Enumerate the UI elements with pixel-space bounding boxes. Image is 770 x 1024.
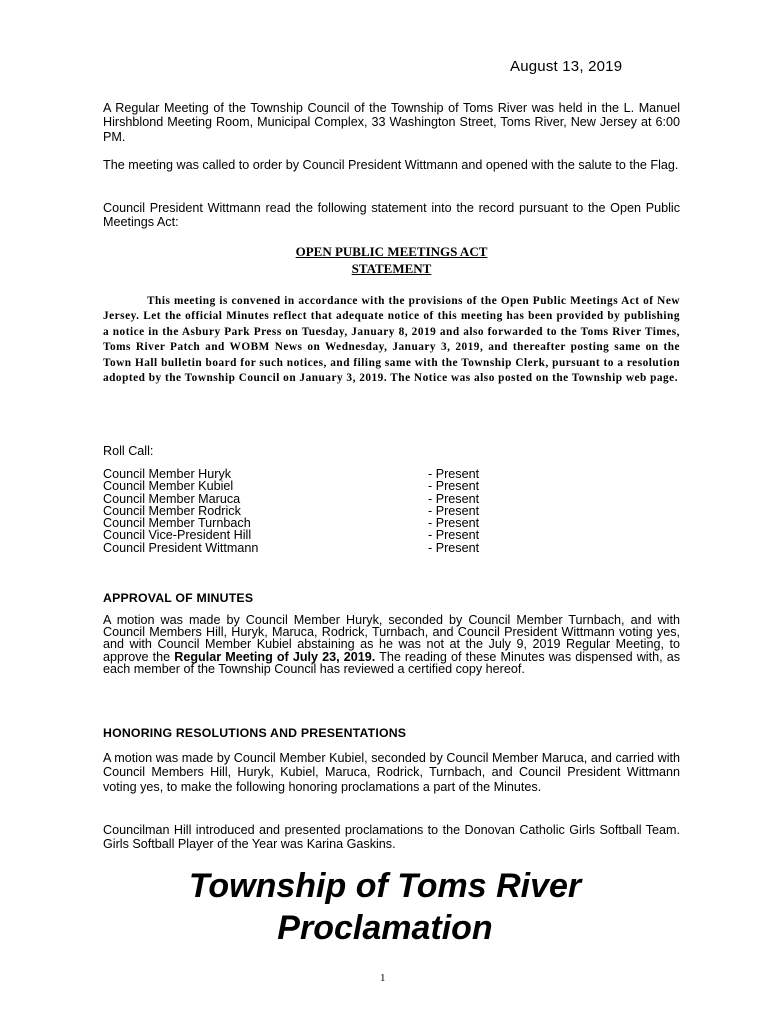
member-name: Council Member Kubiel bbox=[103, 479, 234, 494]
roll-call-row bbox=[103, 529, 503, 541]
opma-body-text: This meeting is convened in accordance with the provisions of the Open Public Meetings Act of New Jersey. Let the official Minutes reflect that adequate notice of this meeting has been provided by publishing a notice in the Asbury Park Press on Tuesday, January 8, 2019 and also forwarded to the Toms River Times, Toms River Patch and WOBM News on Wednesday, January 3, 2019, and thereafter posting same on the Town Hall bulletin board for such notices, and filing same with the Township Clerk, pursuant to a resolution adopted by the Township Council on January 3, 2019. The Notice was also posted on the Township web page. bbox=[103, 295, 680, 385]
statement-intro-paragraph: Council President Wittmann read the following statement into the record pursuant to the Open Public Meetings Act: bbox=[103, 201, 680, 230]
proclamation-title-line1: Township of Toms River bbox=[188, 867, 582, 905]
member-status: - Present bbox=[428, 491, 480, 506]
proclamation-title-line2: Proclamation bbox=[277, 909, 493, 947]
approval-paragraph bbox=[103, 614, 680, 675]
honoring-motion-paragraph: A motion was made by Council Member Kubiel, seconded by Council Member Maruca, and carried with Council Members Hill, Huryk, Kubiel, Maruca, Rodrick, Turnbach, and Council President Wittmann voting yes, to make the following honoring proclamations a part of the Minutes. bbox=[103, 751, 680, 794]
member-name: Council Vice-President Hill bbox=[103, 528, 252, 543]
member-status: - Present bbox=[428, 528, 480, 543]
intro-paragraph: A Regular Meeting of the Township Council of the Township of Toms River was held in the L. Manuel Hirshblond Meeting Room, Municipal Complex, 33 Washington Street, Toms River, New Jersey at 6:00 PM. bbox=[103, 101, 680, 144]
member-status: - Present bbox=[428, 503, 480, 518]
opma-title-line1: OPEN PUBLIC MEETINGS ACT bbox=[295, 244, 488, 259]
approval-heading: APPROVAL OF MINUTES bbox=[103, 591, 254, 605]
member-name: Council Member Maruca bbox=[103, 491, 241, 506]
roll-call-row bbox=[103, 480, 503, 492]
member-status: - Present bbox=[428, 516, 480, 531]
member-status: - Present bbox=[428, 479, 480, 494]
member-name: Council Member Turnbach bbox=[103, 516, 251, 531]
member-name: Council Member Rodrick bbox=[103, 503, 241, 518]
opma-statement-body bbox=[103, 294, 680, 386]
honoring-presentation-paragraph: Councilman Hill introduced and presented proclamations to the Donovan Catholic Girls Softball Team. Girls Softball Player of the Year was Karina Gaskins. bbox=[103, 823, 680, 852]
roll-call-row bbox=[103, 542, 503, 554]
member-name: Council Member Huryk bbox=[103, 467, 232, 481]
approval-text-before: A motion was made by Council Member Huryk, seconded by Council Member Turnbach, and with Council Members Hill, Huryk, Maruca, Rodrick, Turnbach, and Council President Wittmann voting yes, and with Council Member Kubiel abstaining as he was not at the July 9, 2019 Regular Meeting, to approve the bbox=[103, 613, 680, 664]
honoring-heading: HONORING RESOLUTIONS AND PRESENTATIONS bbox=[103, 726, 407, 740]
page-number: 1 bbox=[380, 972, 386, 984]
member-status: - Present bbox=[428, 540, 480, 555]
approval-bold-text: Regular Meeting of July 23, 2019. bbox=[174, 649, 376, 664]
member-name: Council President Wittmann bbox=[103, 540, 259, 555]
call-to-order-paragraph: The meeting was called to order by Council President Wittmann and opened with the salute to the Flag. bbox=[103, 158, 679, 172]
roll-call-list bbox=[103, 468, 503, 554]
roll-call-label: Roll Call: bbox=[103, 444, 154, 458]
member-status: - Present bbox=[428, 467, 480, 481]
meeting-date: August 13, 2019 bbox=[510, 58, 623, 75]
opma-title-line2: STATEMENT bbox=[351, 261, 432, 276]
approval-text-after: The reading of these Minutes was dispensed with, as each member of the Township Council has reviewed a certified copy hereof. bbox=[103, 649, 680, 676]
